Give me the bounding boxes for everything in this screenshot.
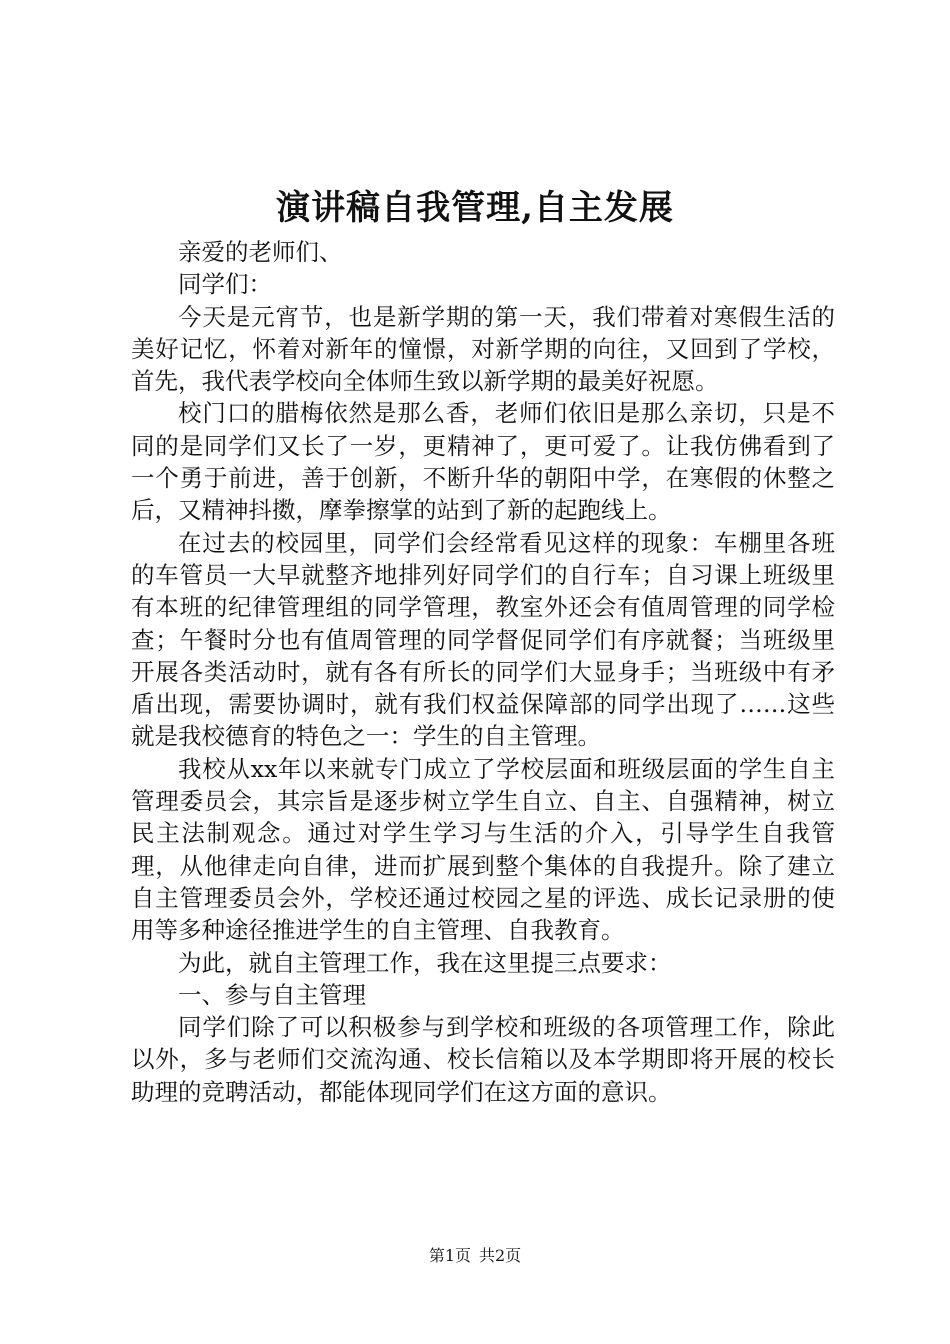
paragraph-participation: 同学们除了可以积极参与到学校和班级的各项管理工作，除此以外，多与老师们交流沟通、校长信箱以及本学期即将开展的校长助理的竞聘活动，都能体现同学们在这方面的意识。 [131,1013,835,1106]
document-title: 演讲稿自我管理,自主发展 [276,188,674,228]
paragraph-campus-past: 在过去的校园里，同学们会经常看见这样的现象：车棚里各班的车管员一大早就整齐地排列好同学们的自行车；自习课上班级里有本班的纪律管理组的同学管理，教室外还会有值周管理的同学检查；午餐时分也有值周管理的同学督促同学们有序就餐；当班级里开展各类活动时，就有各有所长的同学们大显身手；当班级中有矛盾出现，需要协调时，就有我们权益保障部的同学出现了……这些就是我校德育的特色之一：学生的自主管理。 [131,528,835,751]
page-total: 共2页 [479,1246,522,1265]
paragraph-committee: 我校从xx年以来就专门成立了学校层面和班级层面的学生自主管理委员会，其宗旨是逐步树立学生自立、自主、自强精神，树立民主法制观念。通过对学生学习与生活的介入，引导学生自我管理，从他律走向自律，进而扩展到整个集体的自我提升。除了建立自主管理委员会外，学校还通过校园之星的评选、成长记录册的使用等多种途径推进学生的自主管理、自我教育。 [131,754,835,945]
paragraph-opening: 今天是元宵节，也是新学期的第一天，我们带着对寒假生活的美好记忆，怀着对新年的憧憬，对新学期的向往，又回到了学校，首先，我代表学校向全体师生致以新学期的最美好祝愿。 [131,302,835,396]
salutation-line-2: 同学们： [178,270,272,299]
paragraph-requirements-intro: 为此，就自主管理工作，我在这里提三点要求： [178,948,672,977]
document-body [131,236,835,1108]
paragraph-school-gate: 校门口的腊梅依然是那么香，老师们依旧是那么亲切，只是不同的是同学们又长了一岁，更精神了，更可爱了。让我仿佛看到了一个勇于前进，善于创新，不断升华的朝阳中学，在寒假的休整之后，又精神抖擞，摩拳擦掌的站到了新的起跑线上。 [131,399,835,525]
page-number: 第1页 [428,1246,471,1265]
salutation-line-1: 亲爱的老师们、 [178,238,343,266]
page-footer [0,1244,950,1268]
section-heading-1: 一、参与自主管理 [178,980,366,1009]
